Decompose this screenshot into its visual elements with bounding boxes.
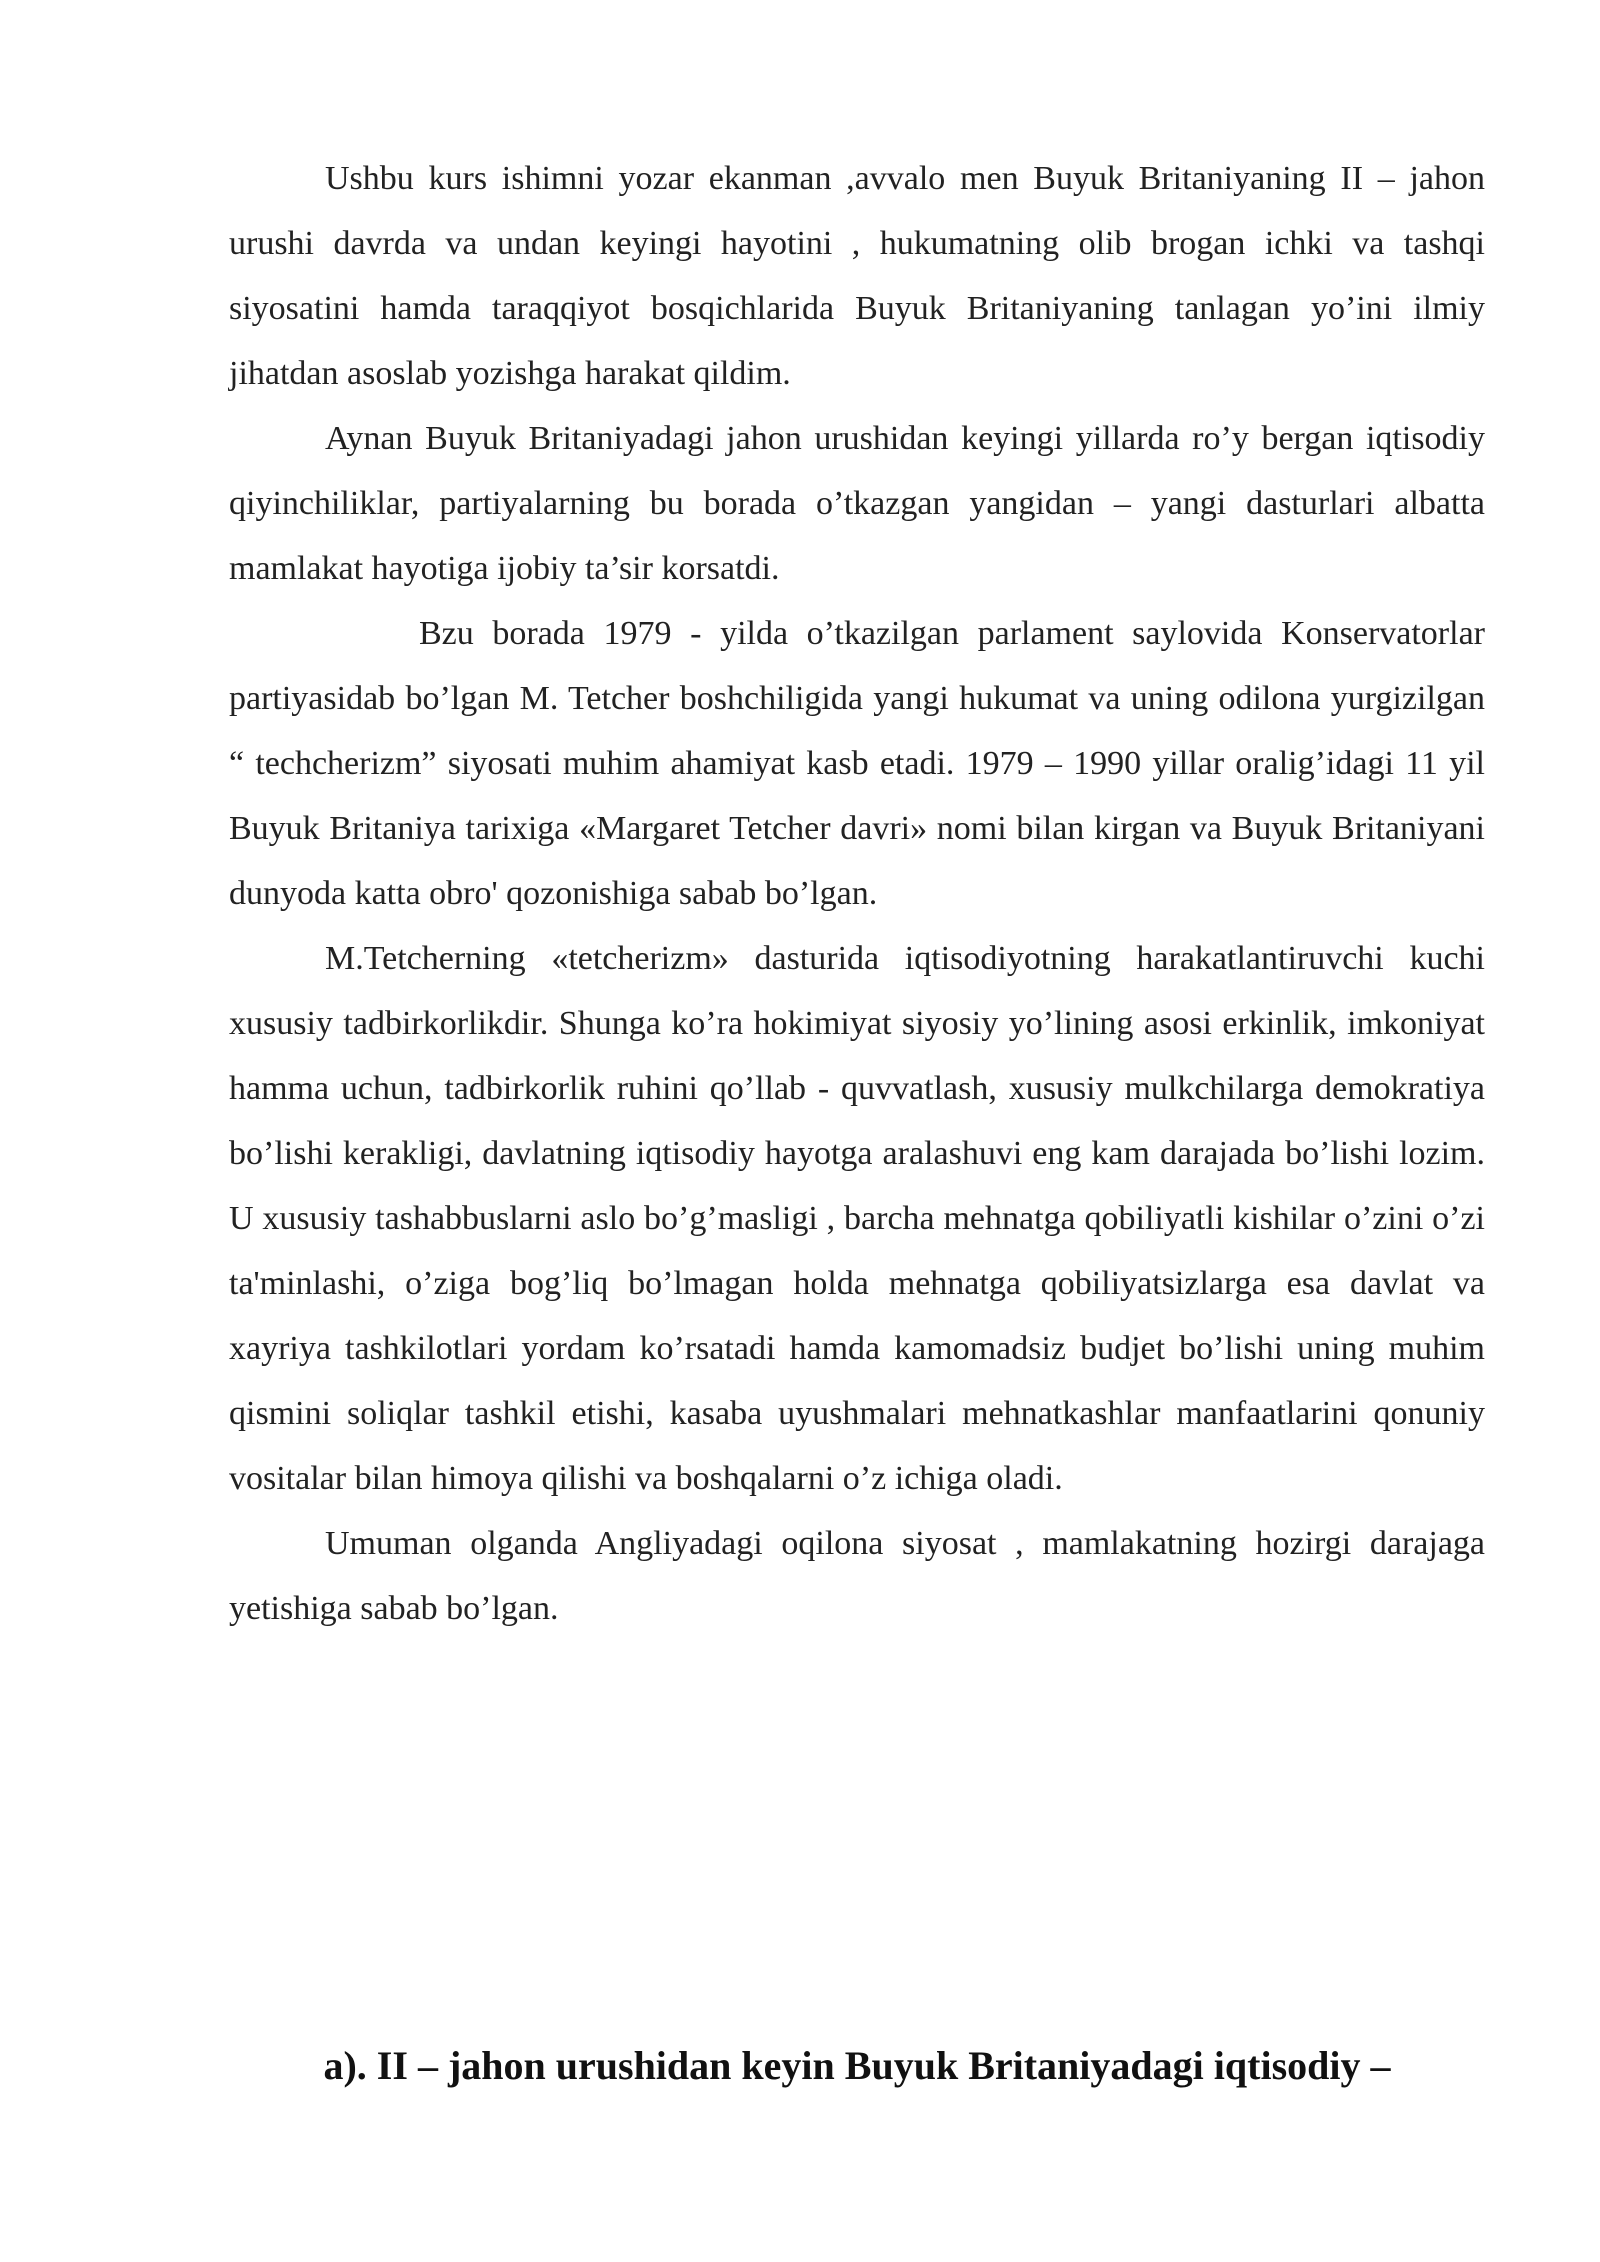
paragraph-thatcherism-program: M.Tetcherning «tetcherizm» dasturida iqtisodiyotning harakatlantiruvchi kuchi xususiy tadbirkorlikdir. Shunga ko’ra hokimiyat siyosiy yo’lining asosi erkinlik, imkoniyat hamma uchun, tadbirkorlik ruhini qo’llab - quvvatlash, xususiy mulkchilarga demokratiya bo’lishi kerakligi, davlatning iqtisodiy hayotga aralashuvi eng kam darajada bo’lishi lozim. U xususiy tashabbuslarni aslo bo’g’masligi , barcha mehnatga qobiliyatli kishilar o’zini o’zi ta'minlashi, o’ziga bog’liq bo’lmagan holda mehnatga qobiliyatsizlarga esa davlat va xayriya tashkilotlari yordam ko’rsatadi hamda kamomadsiz budjet bo’lishi uning muhim qismini soliqlar tashkil etishi, kasaba uyushmalari mehnatkashlar manfaatlarini qonuniy vositalar bilan himoya qilishi va boshqalarni o’z ichiga oladi. xyxy=(229,940,1485,1497)
document-body xyxy=(229,146,1485,1641)
section-heading: a). II – jahon urushidan keyin Buyuk Britaniyadagi iqtisodiy – xyxy=(323,2043,1391,2088)
paragraph-economic-difficulties: Aynan Buyuk Britaniyadagi jahon urushidan keyingi yillarda ro’y bergan iqtisodiy qiyinchiliklar, partiyalarning bu borada o’tkazgan yangidan – yangi dasturlari albatta mamlakat hayotiga ijobiy ta’sir korsatdi. xyxy=(229,420,1485,587)
paragraph-intro: Ushbu kurs ishimni yozar ekanman ,avvalo men Buyuk Britaniyaning II – jahon urushi davrda va undan keyingi hayotini , hukumatning olib brogan ichki va tashqi siyosatini hamda taraqqiyot bosqichlarida Buyuk Britaniyaning tanlagan yo’ini ilmiy jihatdan asoslab yozishga harakat qildim. xyxy=(229,160,1485,392)
paragraph-conclusion: Umuman olganda Angliyadagi oqilona siyosat , mamlakatning hozirgi darajaga yetishiga sabab bo’lgan. xyxy=(229,1525,1485,1627)
paragraph-1979-elections: Bzu borada 1979 - yilda o’tkazilgan parlament saylovida Konservatorlar partiyasidab bo’lgan M. Tetcher boshchiligida yangi hukumat va uning odilona yurgizilgan “ techcherizm” siyosati muhim ahamiyat kasb etadi. 1979 – 1990 yillar oralig’idagi 11 yil Buyuk Britaniya tarixiga «Margaret Tetcher davri» nomi bilan kirgan va Buyuk Britaniyani dunyoda katta obro' qozonishiga sabab bo’lgan. xyxy=(229,615,1485,912)
